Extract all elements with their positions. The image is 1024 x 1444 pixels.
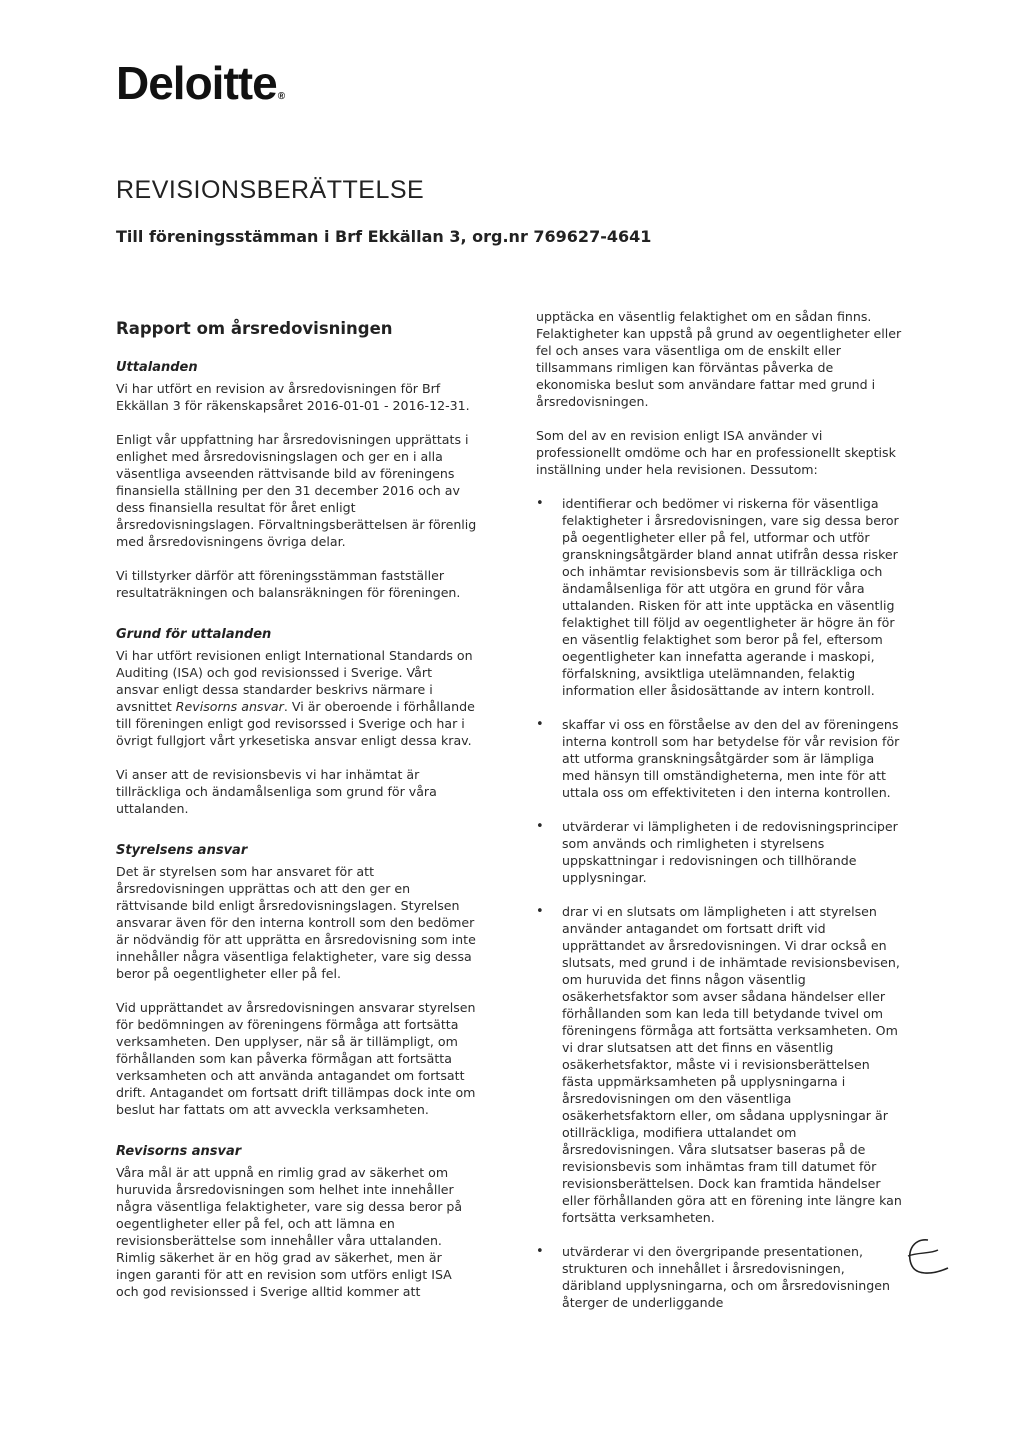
list-item: • drar vi en slutsats om lämpligheten i att styrelsen använder antagandet om fortsatt drift vid upprättandet av årsredovisningen. Vi drar också en slutsats, med grund i de inhämtade revisionsbevisen, om huruvida det finns någon väsentlig osäkerhetsfaktor som avser sådana händelser eller förhållanden som kan leda till betydande tvivel om föreningens förmåga att fortsätta verksamheten. Om vi drar slutsatsen att det finns en väsentlig osäkerhetsfaktor, måste vi i revisionsberättelsen fästa uppmärksamheten på upplysningarna i årsredovisningen om den väsentliga osäkerhetsfaktorn eller, om sådana upplysningar är otillräckliga, modifiera uttalandet om årsredovisningen. Våra slutsatser baseras på de revisionsbevis som inhämtas fram till datumet för revisionsberättelsen. Dock kan framtida händelser eller förhållanden göra att en förening inte längre kan fortsätta verksamheten. xyxy=(536,903,902,1226)
document-title: REVISIONSBERÄTTELSE xyxy=(116,176,425,204)
right-column xyxy=(536,308,902,1328)
left-column xyxy=(116,300,478,1317)
document-subtitle: Till föreningsstämman i Brf Ekkällan 3, org.nr 769627-4641 xyxy=(116,227,652,246)
deloitte-logo: Deloitte® xyxy=(116,57,285,109)
paragraph: Som del av en revision enligt ISA använder vi professionellt omdöme och har en professionellt skeptisk inställning under hela revisionen. Dessutom: xyxy=(536,428,896,477)
paragraph: Våra mål är att uppnå en rimlig grad av säkerhet om huruvida årsredovisningen som helhet inte innehåller några väsentliga felaktigheter, vare sig dessa beror på oegentligheter eller på fel, och att lämna en revisionsberättelse som innehåller våra uttalanden. Rimlig säkerhet är en hög grad av säkerhet, men är ingen garanti för att en revision som utförs enligt ISA och god revisionssed i Sverige alltid kommer att xyxy=(116,1165,463,1299)
subheading-uttalanden: Uttalanden xyxy=(116,360,198,375)
paragraph: Vi har utfört revisionen enligt International Standards on Auditing (ISA) och god revisionssed i Sverige. Vårt ansvar enligt dessa standarder beskrivs närmare i avsnittet Revisorns ansvar. Vi är oberoende i förhållande till föreningen enligt god revisorssed i Sverige och har i övrigt fullgjort vårt yrkesetiska ansvar enligt dessa krav. xyxy=(116,648,475,748)
subheading-revisorns-ansvar: Revisorns ansvar xyxy=(116,1144,242,1159)
subheading-grund: Grund för uttalanden xyxy=(116,627,272,642)
paragraph: Vi har utfört en revision av årsredovisningen för Brf Ekkällan 3 för räkenskapsåret 2016-01-01 - 2016-12-31. xyxy=(116,381,470,413)
list-item: • skaffar vi oss en förståelse av den del av föreningens interna kontroll som har betydelse för vår revision för att utforma granskningsåtgärder som är lämpliga med hänsyn till omständigheterna, men inte för att uttala oss om effektiviteten i den interna kontrollen. xyxy=(536,716,902,801)
list-item: • identifierar och bedömer vi riskerna för väsentliga felaktigheter i årsredovisningen, vare sig dessa beror på oegentligheter eller på fel, utformar och utför granskningsåtgärder bland annat utifrån dessa risker och inhämtar revisionsbevis som är tillräckliga och ändamålsenliga för att utgöra en grund för våra uttalanden. Risken för att inte upptäcka en väsentlig felaktighet till följd av oegentligheter är högre än för en väsentlig felaktighet som beror på fel, eftersom oegentligheter kan innefatta agerande i maskopi, förfalskning, avsiktliga utelämnanden, felaktig information eller åsidosättande av intern kontroll. xyxy=(536,495,902,699)
subheading-styrelsens-ansvar: Styrelsens ansvar xyxy=(116,843,248,858)
list-item: • utvärderar vi lämpligheten i de redovisningsprinciper som används och rimligheten i styrelsens uppskattningar i redovisningen och tillhörande upplysningar. xyxy=(536,818,902,886)
bullet-list xyxy=(536,495,902,1311)
paragraph: Vi tillstyrker därför att föreningsstämman fastställer resultaträkningen och balansräkningen för föreningen. xyxy=(116,568,461,600)
paragraph: upptäcka en väsentlig felaktighet om en sådan finns. Felaktigheter kan uppstå på grund av oegentligheter eller fel och anses vara väsentliga om de enskilt eller tillsammans rimligen kan förväntas påverka de ekonomiska beslut som användare fattar med grund i årsredovisningen. xyxy=(536,309,902,409)
paragraph: Vid upprättandet av årsredovisningen ansvarar styrelsen för bedömningen av föreningens förmåga att fortsätta verksamheten. Den upplyser, när så är tillämpligt, om förhållanden som kan påverka förmågan att fortsätta verksamheten och att använda antagandet om fortsatt drift. Antagandet om fortsatt drift tillämpas dock inte om beslut har fattats om att avveckla verksamheten. xyxy=(116,1000,476,1117)
paragraph: Vi anser att de revisionsbevis vi har inhämtat är tillräckliga och ändamålsenliga som grund för våra uttalanden. xyxy=(116,767,437,816)
paragraph: Enligt vår uppfattning har årsredovisningen upprättats i enlighet med årsredovisningslagen och ger en i alla väsentliga avseenden rättvisande bild av föreningens finansiella ställning per den 31 december 2016 och av dess finansiella resultat för året enligt årsredovisningslagen. Förvaltningsberättelsen är förenlig med årsredovisningens övriga delar. xyxy=(116,432,477,549)
paragraph: Det är styrelsen som har ansvaret för att årsredovisningen upprättas och att den ger en rättvisande bild enligt årsredovisningslagen. Styrelsen ansvarar även för den interna kontroll som den bedömer är nödvändig för att upprätta en årsredovisning som inte innehåller några väsentliga felaktigheter, vare sig dessa beror på oegentligheter eller på fel. xyxy=(116,864,476,981)
list-item: • utvärderar vi den övergripande presentationen, strukturen och innehållet i årsredovisningen, däribland upplysningarna, och om årsredovisningen återger de underliggande xyxy=(536,1243,902,1311)
handwritten-initial xyxy=(900,1234,960,1284)
section-heading: Rapport om årsredovisningen xyxy=(116,319,393,338)
